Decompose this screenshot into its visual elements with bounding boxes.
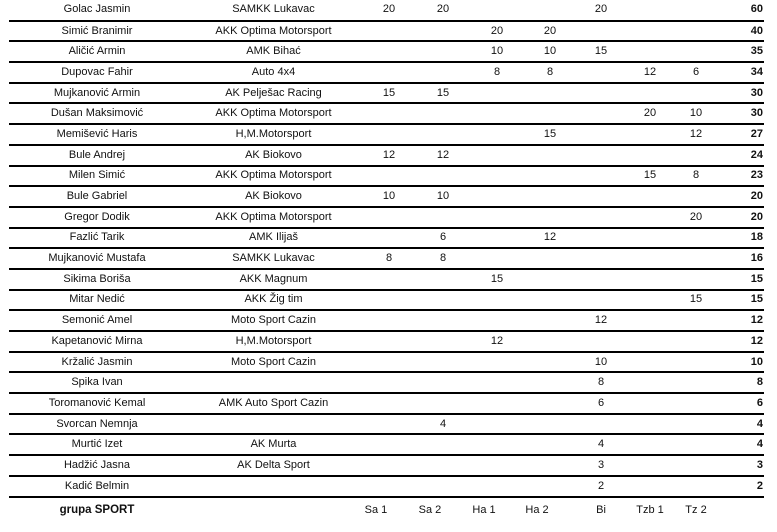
ha1-cell [470, 393, 524, 414]
club-cell [185, 476, 362, 497]
tz2-cell: 6 [692, 65, 700, 78]
bi-cell: 3 [597, 458, 605, 471]
table-row [9, 414, 764, 435]
sa1-cell [362, 290, 416, 311]
tzb1-cell [626, 434, 674, 455]
sa2-cell [416, 393, 470, 414]
sa2-cell: 20 [436, 3, 450, 16]
tz2-cell [674, 310, 718, 331]
tzb1-cell: 12 [643, 65, 657, 78]
bi-cell: 6 [597, 396, 605, 409]
tzb1-cell [626, 455, 674, 476]
table-row [9, 21, 764, 42]
tz2-cell [674, 393, 718, 414]
sa1-cell [362, 434, 416, 455]
name-cell: Bule Gabriel [66, 190, 128, 203]
sa2-cell: 8 [439, 252, 447, 265]
column-header-sa1: Sa 1 [364, 503, 388, 516]
tz2-cell [674, 248, 718, 269]
ha1-cell [470, 414, 524, 435]
bi-cell [576, 124, 626, 145]
sa1-cell: 20 [382, 3, 396, 16]
club-cell: AK Delta Sport [237, 458, 310, 471]
total-cell: 2 [756, 479, 763, 492]
ha2-cell [524, 145, 576, 166]
ha2-cell [524, 207, 576, 228]
ha2-cell [524, 414, 576, 435]
tzb1-cell [626, 269, 674, 290]
sa2-cell [416, 331, 470, 352]
ha1-cell: 20 [490, 24, 504, 37]
table-row [9, 310, 764, 331]
sa2-cell [416, 62, 470, 83]
bi-cell: 8 [597, 376, 605, 389]
ha2-cell [524, 166, 576, 187]
ha2-cell: 10 [543, 45, 557, 58]
name-cell: Dupovac Fahir [61, 65, 133, 78]
sa2-cell [416, 269, 470, 290]
sa1-cell: 12 [382, 148, 396, 161]
name-cell: Bule Andrej [68, 148, 126, 161]
total-cell: 27 [750, 127, 763, 140]
ha1-cell [470, 166, 524, 187]
ha2-cell [524, 0, 576, 21]
sa1-cell [362, 331, 416, 352]
ha1-cell [470, 124, 524, 145]
total-cell: 4 [756, 438, 763, 451]
name-cell: Mujkanović Armin [53, 86, 141, 99]
sa1-cell [362, 310, 416, 331]
total-cell: 8 [756, 376, 763, 389]
sa1-cell: 15 [382, 86, 396, 99]
tz2-cell [674, 21, 718, 42]
ha1-cell: 10 [490, 45, 504, 58]
total-cell: 12 [750, 334, 763, 347]
name-cell: Golac Jasmin [63, 3, 131, 16]
ha2-cell [524, 331, 576, 352]
table-row [9, 393, 764, 414]
club-cell: AKK Optima Motorsport [215, 24, 332, 37]
ha2-cell: 8 [546, 65, 554, 78]
total-cell: 23 [750, 169, 763, 182]
sa2-cell [416, 372, 470, 393]
bi-cell [576, 83, 626, 104]
club-cell: AMK Auto Sport Cazin [218, 396, 329, 409]
results-table [9, 0, 764, 531]
total-cell: 20 [750, 190, 763, 203]
tz2-cell [674, 41, 718, 62]
column-header-tz2: Tz 2 [685, 503, 707, 516]
tz2-cell: 12 [689, 127, 703, 140]
ha2-cell [524, 434, 576, 455]
ha2-cell [524, 310, 576, 331]
bi-cell [576, 248, 626, 269]
ha1-cell [470, 434, 524, 455]
total-cell: 3 [756, 458, 763, 471]
sa2-cell: 12 [436, 148, 450, 161]
sa2-cell [416, 310, 470, 331]
total-cell: 12 [750, 314, 763, 327]
sa1-cell [362, 207, 416, 228]
club-cell: AKK Žig tim [244, 293, 303, 306]
table-row [9, 476, 764, 497]
total-cell: 34 [750, 65, 763, 78]
tzb1-cell [626, 124, 674, 145]
sa2-cell [416, 124, 470, 145]
tzb1-cell [626, 310, 674, 331]
ha2-cell [524, 83, 576, 104]
total-cell: 30 [750, 107, 763, 120]
column-header-sa2: Sa 2 [418, 503, 442, 516]
name-cell: Spika Ivan [71, 376, 123, 389]
name-cell: Toromanović Kemal [48, 396, 146, 409]
tz2-cell: 8 [692, 169, 700, 182]
tzb1-cell: 15 [643, 169, 657, 182]
club-cell: SAMKK Lukavac [232, 252, 315, 265]
sa1-cell [362, 21, 416, 42]
bi-cell [576, 186, 626, 207]
ha1-cell: 12 [490, 334, 504, 347]
sa1-cell [362, 476, 416, 497]
ha1-cell [470, 145, 524, 166]
ha1-cell [470, 248, 524, 269]
ha2-cell [524, 476, 576, 497]
column-header-ha2: Ha 2 [525, 503, 549, 516]
total-cell: 60 [750, 3, 763, 16]
ha2-cell [524, 352, 576, 373]
name-cell: Milen Simić [68, 169, 126, 182]
club-cell: AK Murta [250, 438, 297, 451]
sa2-cell: 4 [439, 417, 447, 430]
total-cell: 30 [750, 86, 763, 99]
bi-cell: 15 [594, 45, 608, 58]
ha2-cell [524, 248, 576, 269]
total-cell: 15 [750, 272, 763, 285]
sa2-cell [416, 41, 470, 62]
table-row [9, 455, 764, 476]
total-cell: 40 [750, 24, 763, 37]
sa1-cell [362, 372, 416, 393]
bi-cell [576, 228, 626, 249]
table-row [9, 269, 764, 290]
sa1-cell [362, 62, 416, 83]
tz2-cell [674, 372, 718, 393]
sa1-cell [362, 414, 416, 435]
name-cell: Semonić Amel [61, 314, 133, 327]
tzb1-cell [626, 248, 674, 269]
table-row [9, 372, 764, 393]
ha2-cell: 12 [543, 231, 557, 244]
name-cell: Memišević Haris [56, 127, 138, 140]
total-cell: 35 [750, 45, 763, 58]
ha2-cell [524, 269, 576, 290]
ha2-cell [524, 186, 576, 207]
ha1-cell [470, 290, 524, 311]
name-cell: Murtić Izet [71, 438, 123, 451]
tz2-cell [674, 228, 718, 249]
bi-cell [576, 207, 626, 228]
ha2-cell [524, 455, 576, 476]
table-row [9, 290, 764, 311]
tzb1-cell [626, 228, 674, 249]
footer-club-spacer [185, 497, 362, 531]
ha1-cell [470, 186, 524, 207]
club-cell: AK Pelješac Racing [225, 86, 322, 99]
ha2-cell [524, 372, 576, 393]
club-cell: H,M.Motorsport [235, 127, 312, 140]
club-cell: SAMKK Lukavac [232, 3, 315, 16]
tz2-cell [674, 434, 718, 455]
table-row [9, 83, 764, 104]
name-cell: Mujkanović Mustafa [48, 252, 146, 265]
table-row [9, 166, 764, 187]
sa1-cell: 8 [385, 252, 393, 265]
name-cell: Sikima Boriša [63, 272, 131, 285]
club-cell: AKK Optima Motorsport [215, 169, 332, 182]
table-row [9, 124, 764, 145]
ha1-cell [470, 228, 524, 249]
ha2-cell [524, 393, 576, 414]
sa1-cell [362, 166, 416, 187]
name-cell: Aličić Armin [68, 45, 126, 58]
table-row [9, 145, 764, 166]
ha1-cell: 15 [490, 272, 504, 285]
bi-cell [576, 269, 626, 290]
table-row [9, 0, 764, 21]
bi-cell: 10 [594, 355, 608, 368]
table-row [9, 248, 764, 269]
total-cell: 20 [750, 210, 763, 223]
club-cell: AKK Magnum [239, 272, 308, 285]
bi-cell [576, 103, 626, 124]
ha1-cell [470, 372, 524, 393]
group-label: grupa SPORT [59, 503, 135, 516]
column-header-tzb1: Tzb 1 [636, 503, 664, 516]
name-cell: Hadžić Jasna [63, 458, 131, 471]
tz2-cell [674, 145, 718, 166]
ha1-cell [470, 103, 524, 124]
tz2-cell [674, 476, 718, 497]
sa2-cell: 15 [436, 86, 450, 99]
bi-cell [576, 331, 626, 352]
bi-cell [576, 414, 626, 435]
sa1-cell [362, 393, 416, 414]
total-cell: 16 [750, 252, 763, 265]
sa1-cell [362, 269, 416, 290]
name-cell: Svorcan Nemnja [56, 417, 138, 430]
club-cell [185, 372, 362, 393]
sa2-cell [416, 21, 470, 42]
ha1-cell [470, 310, 524, 331]
bi-cell: 12 [594, 314, 608, 327]
tzb1-cell [626, 83, 674, 104]
sa2-cell: 10 [436, 190, 450, 203]
name-cell: Kapetanović Mirna [51, 334, 143, 347]
tzb1-cell [626, 186, 674, 207]
tzb1-cell [626, 372, 674, 393]
total-cell: 15 [750, 293, 763, 306]
bi-cell [576, 290, 626, 311]
column-header-bi: Bi [596, 503, 606, 516]
column-header-ha1: Ha 1 [472, 503, 496, 516]
name-cell: Dušan Maksimović [50, 107, 144, 120]
sa2-cell [416, 434, 470, 455]
sa2-cell [416, 476, 470, 497]
name-cell: Kadić Belmin [64, 479, 130, 492]
tzb1-cell [626, 476, 674, 497]
ha1-cell [470, 0, 524, 21]
name-cell: Mitar Nedić [69, 293, 125, 306]
club-cell: Moto Sport Cazin [231, 314, 316, 327]
tzb1-cell [626, 41, 674, 62]
club-cell: Auto 4x4 [251, 65, 296, 78]
sa1-cell [362, 352, 416, 373]
table-row [9, 186, 764, 207]
tz2-cell [674, 186, 718, 207]
tz2-cell [674, 331, 718, 352]
sa1-cell: 10 [382, 190, 396, 203]
table-row [9, 331, 764, 352]
sa1-cell [362, 124, 416, 145]
tz2-cell [674, 83, 718, 104]
table-row [9, 103, 764, 124]
sa2-cell [416, 207, 470, 228]
sa2-cell [416, 166, 470, 187]
name-cell: Simić Branimir [61, 24, 133, 37]
tz2-cell: 15 [689, 293, 703, 306]
bi-cell [576, 21, 626, 42]
sa1-cell [362, 228, 416, 249]
name-cell: Fazlić Tarik [69, 231, 125, 244]
ha2-cell: 15 [543, 127, 557, 140]
total-cell: 24 [750, 148, 763, 161]
tzb1-cell: 20 [643, 107, 657, 120]
tz2-cell [674, 455, 718, 476]
ha1-cell: 8 [493, 65, 501, 78]
sa1-cell [362, 41, 416, 62]
tz2-cell [674, 0, 718, 21]
club-cell: AK Biokovo [245, 148, 302, 161]
tzb1-cell [626, 352, 674, 373]
sa2-cell [416, 290, 470, 311]
tz2-cell: 10 [689, 107, 703, 120]
results-tbody [9, 0, 764, 497]
table-row [9, 228, 764, 249]
total-cell: 10 [750, 355, 763, 368]
ha2-cell [524, 290, 576, 311]
club-cell: AMK Ilijaš [249, 231, 298, 244]
ha1-cell [470, 455, 524, 476]
sa2-cell [416, 103, 470, 124]
tzb1-cell [626, 393, 674, 414]
table-row [9, 41, 764, 62]
club-cell: AKK Optima Motorsport [215, 210, 332, 223]
club-cell: AKK Optima Motorsport [215, 107, 332, 120]
club-cell: AMK Bihać [246, 45, 301, 58]
ha1-cell [470, 83, 524, 104]
table-row [9, 352, 764, 373]
ha1-cell [470, 352, 524, 373]
tzb1-cell [626, 290, 674, 311]
ha1-cell [470, 476, 524, 497]
sa2-cell [416, 455, 470, 476]
footer-row [9, 497, 764, 531]
bi-cell [576, 145, 626, 166]
tzb1-cell [626, 331, 674, 352]
tzb1-cell [626, 207, 674, 228]
club-cell: Moto Sport Cazin [231, 355, 316, 368]
ha1-cell [470, 207, 524, 228]
tzb1-cell [626, 0, 674, 21]
name-cell: Gregor Dodik [64, 210, 130, 223]
club-cell [185, 414, 362, 435]
name-cell: Kržalić Jasmin [61, 355, 133, 368]
results-footer [9, 497, 764, 531]
tzb1-cell [626, 414, 674, 435]
total-cell: 18 [750, 231, 763, 244]
bi-cell: 4 [597, 438, 605, 451]
club-cell: AK Biokovo [245, 190, 302, 203]
bi-cell: 2 [597, 479, 605, 492]
table-row [9, 62, 764, 83]
tz2-cell [674, 352, 718, 373]
bi-cell [576, 166, 626, 187]
sa2-cell: 6 [439, 231, 447, 244]
sa1-cell [362, 455, 416, 476]
tz2-cell: 20 [689, 210, 703, 223]
total-cell: 4 [756, 417, 763, 430]
sa1-cell [362, 103, 416, 124]
ha2-cell: 20 [543, 24, 557, 37]
tzb1-cell [626, 145, 674, 166]
total-cell: 6 [756, 396, 763, 409]
sa2-cell [416, 352, 470, 373]
table-row [9, 434, 764, 455]
bi-cell [576, 62, 626, 83]
tz2-cell [674, 269, 718, 290]
table-row [9, 207, 764, 228]
tzb1-cell [626, 21, 674, 42]
bi-cell: 20 [594, 3, 608, 16]
club-cell: H,M.Motorsport [235, 334, 312, 347]
ha2-cell [524, 103, 576, 124]
tz2-cell [674, 414, 718, 435]
footer-total-spacer [718, 497, 764, 531]
